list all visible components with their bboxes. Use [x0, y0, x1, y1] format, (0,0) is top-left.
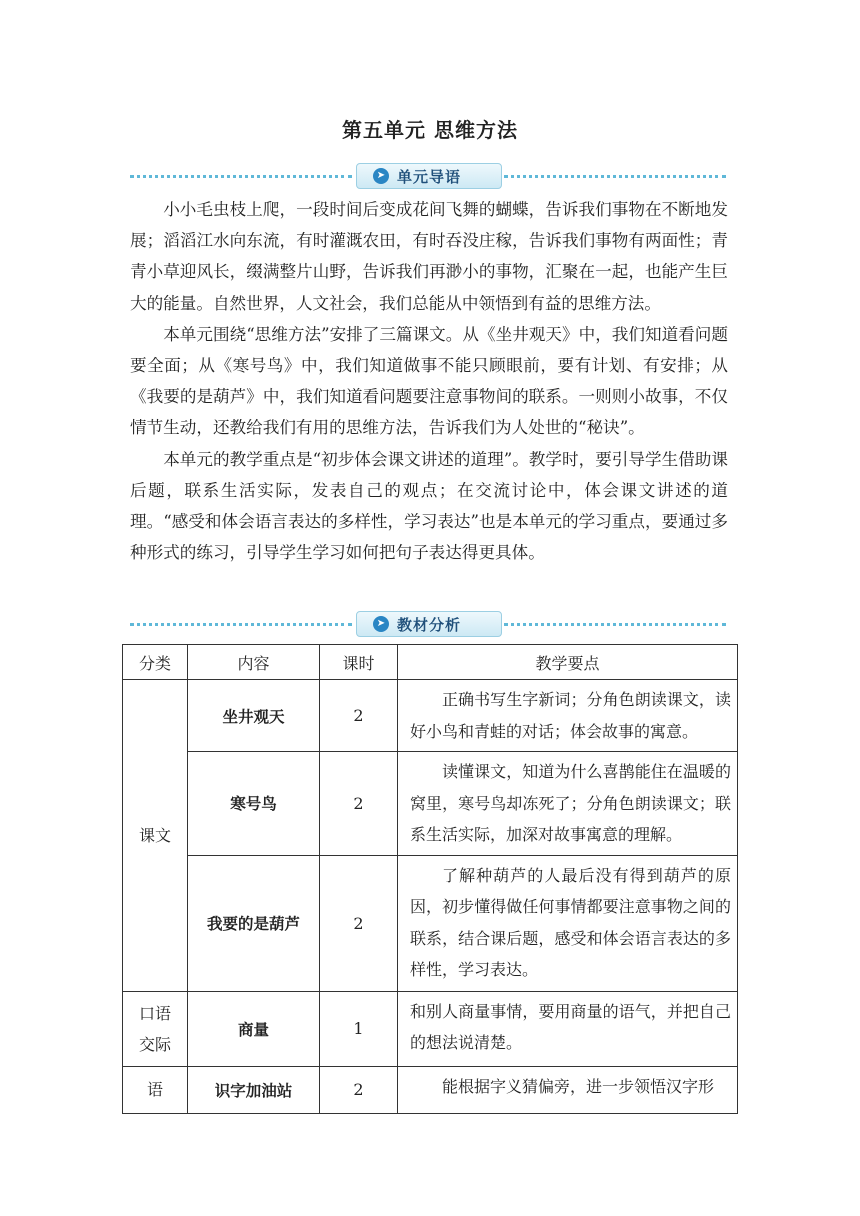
intro-paragraph: 本单元围绕“思维方法”安排了三篇课文。从《坐井观天》中，我们知道看问题要全面；从《寒号鸟》中，我们知道做事不能只顾眼前，要有计划、有安排；从《我要的是葫芦》中，我们知道看问题要注意事物间的联系。一则则小故事，不仅情节生动，还教给我们有用的思维方法，告诉我们为人处世的“秘诀”。 [130, 324, 728, 438]
page-title: 第五单元 思维方法 [342, 118, 518, 142]
section-heading-intro: 单元导语 [397, 168, 462, 186]
dotted-divider-right [504, 623, 726, 626]
category-cell: 语 [123, 1066, 188, 1113]
content-cell: 寒号鸟 [188, 752, 320, 856]
section-label-pill [356, 163, 502, 189]
table-header-row [123, 645, 738, 680]
category-line: 交际 [138, 1034, 171, 1054]
section-label-pill [356, 611, 502, 637]
hours-cell: 2 [320, 855, 398, 991]
header-content: 内容 [188, 645, 320, 680]
hours-cell: 2 [320, 752, 398, 856]
key-points-cell: 了解种葫芦的人最后没有得到葫芦的原因，初步懂得做任何事情都要注意事物之间的联系，结合课后题，感受和体会语言表达的多样性，学习表达。 [398, 855, 738, 991]
hours-cell: 1 [320, 991, 398, 1066]
table-row [123, 855, 738, 991]
content-cell: 识字加油站 [188, 1066, 320, 1113]
key-points-cell: 读懂课文，知道为什么喜鹊能住在温暖的窝里，寒号鸟却冻死了；分角色朗读课文；联系生活实际，加深对故事寓意的理解。 [398, 752, 738, 856]
curriculum-analysis-table [122, 644, 738, 1114]
table-row [123, 752, 738, 856]
hours-cell: 2 [320, 1066, 398, 1113]
key-points-cell: 能根据字义猜偏旁，进一步领悟汉字形 [398, 1066, 738, 1113]
arrow-right-icon: ➤ [373, 616, 389, 632]
section-header-intro [130, 163, 726, 189]
section-header-analysis [130, 611, 726, 637]
unit-intro-text [130, 194, 728, 568]
dotted-divider-right [504, 175, 726, 178]
arrow-right-icon: ➤ [373, 168, 389, 184]
hours-cell: 2 [320, 680, 398, 752]
header-key-points: 教学要点 [398, 645, 738, 680]
table-row [123, 991, 738, 1066]
dotted-divider-left [130, 175, 352, 178]
key-points-cell: 和别人商量事情，要用商量的语气，并把自己的想法说清楚。 [398, 991, 738, 1066]
intro-paragraph: 小小毛虫枝上爬，一段时间后变成花间飞舞的蝴蝶，告诉我们事物在不断地发展；滔滔江水向东流，有时灌溉农田，有时吞没庄稼，告诉我们事物有两面性；青青小草迎风长，缀满整片山野，告诉我们再渺小的事物，汇聚在一起，也能产生巨大的能量。自然世界，人文社会，我们总能从中领悟到有益的思维方法。 [130, 200, 728, 313]
intro-paragraph: 本单元的教学重点是“初步体会课文讲述的道理”。教学时，要引导学生借助课后题，联系生活实际，发表自己的观点；在交流讨论中，体会课文讲述的道理。“感受和体会语言表达的多样性，学习表达”也是本单元的学习重点，要通过多种形式的练习，引导学生学习如何把句子表达得更具体。 [130, 449, 728, 563]
table-row [123, 680, 738, 752]
section-heading-analysis: 教材分析 [397, 616, 462, 634]
category-cell [123, 991, 188, 1066]
category-line: 口语 [138, 1003, 171, 1023]
table-row [123, 1066, 738, 1113]
key-points-cell: 正确书写生字新词；分角色朗读课文，读好小鸟和青蛙的对话；体会故事的寓意。 [398, 680, 738, 752]
header-category: 分类 [123, 645, 188, 680]
content-cell: 商量 [188, 991, 320, 1066]
content-cell: 坐井观天 [188, 680, 320, 752]
content-cell: 我要的是葫芦 [188, 855, 320, 991]
dotted-divider-left [130, 623, 352, 626]
category-cell: 课文 [123, 680, 188, 992]
header-hours: 课时 [320, 645, 398, 680]
